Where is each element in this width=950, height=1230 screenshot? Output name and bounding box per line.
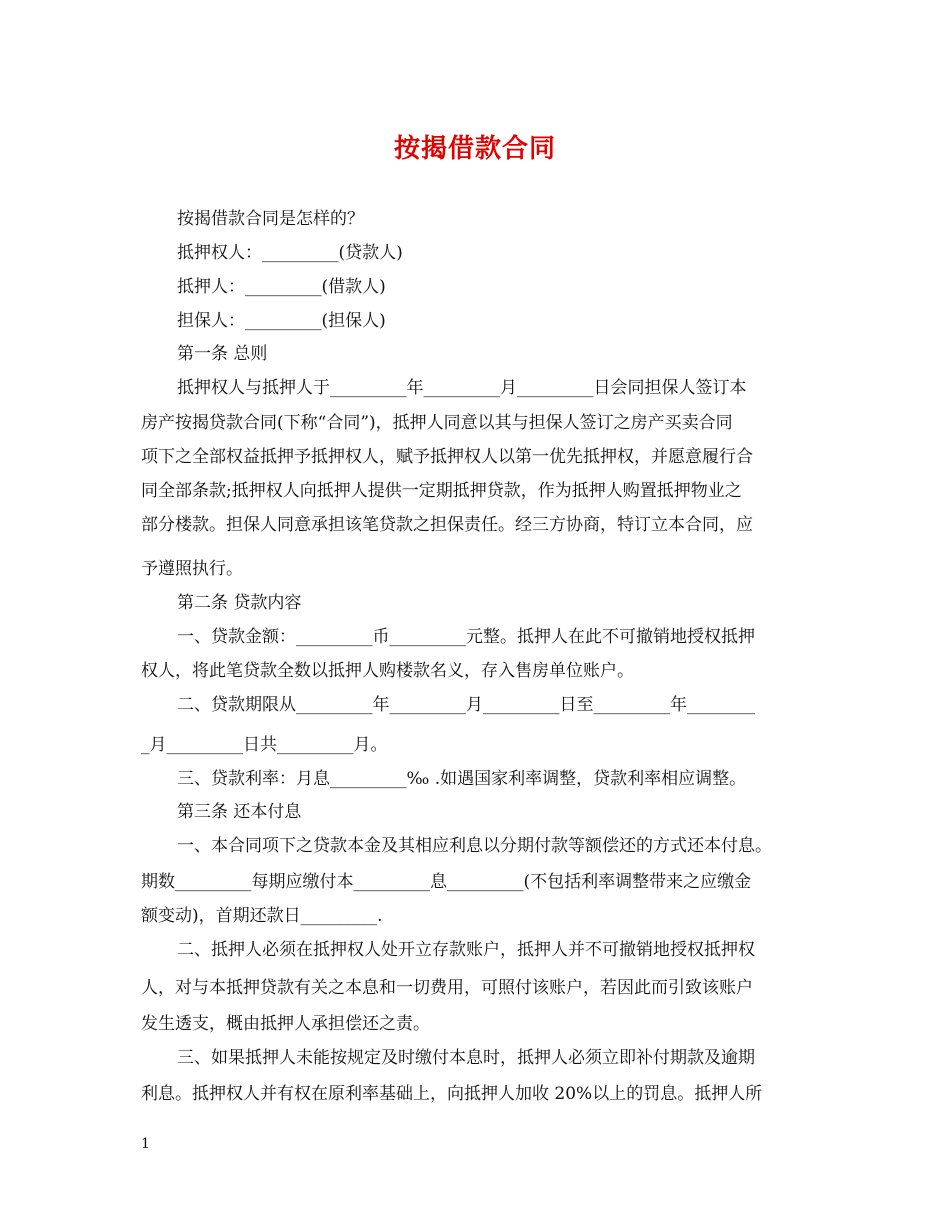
text-line: 房产按揭贷款合同(下称“合同”)，抵押人同意以其与担保人签订之房产买卖合同 [141,413,733,433]
section-heading: 第一条 总则 [177,344,268,364]
text-line: 按揭借款合同是怎样的？ [177,209,364,229]
text-line: 抵押权人：_________(贷款人) [177,243,403,263]
text-line: 抵押人：_________(借款人) [177,277,386,297]
text-line: 额变动)，首期还款日_________. [141,906,383,926]
text-line: 同全部条款;抵押权人向抵押人提供一定期抵押贷款，作为抵押人购置抵押物业之 [141,481,742,501]
text-line: 予遵照执行。 [141,559,243,579]
text-line: 三、贷款利率：月息_________‰ .如遇国家利率调整，贷款利率相应调整。 [177,769,747,789]
section-heading: 第三条 还本付息 [177,802,302,822]
text-line: 一、本合同项下之贷款本金及其相应利息以分期付款等额偿还的方式还本付息。 [177,836,772,856]
text-line: 一、贷款金额：_________币_________元整。抵押人在此不可撤销地授权抵押 [177,627,755,647]
text-line: 利息。抵押权人并有权在原利率基础上，向抵押人加收 20%以上的罚息。抵押人所 [141,1084,763,1104]
text-line: 期数_________每期应缴付本_________息_________(不包括利率调整带来之应缴金 [141,872,752,892]
page-number: 1 [141,1136,150,1152]
text-line: 权人，将此笔贷款全数以抵押人购楼款名义，存入售房单位账户。 [141,661,634,681]
text-line: 部分楼款。担保人同意承担该笔贷款之担保责任。经三方协商，特订立本合同，应 [141,515,753,535]
text-line: 发生透支，概由抵押人承担偿还之责。 [141,1014,430,1034]
text-line: 三、如果抵押人未能按规定及时缴付本息时，抵押人必须立即补付期款及逾期 [177,1048,755,1068]
text-line: 二、贷款期限从_________年_________月_________日至_________年________ [177,695,755,715]
document-title: 按揭借款合同 [393,134,556,164]
text-line: 抵押权人与抵押人于_________年_________月_________日会同担保人签订本 [177,378,747,398]
text-line: 项下之全部权益抵押予抵押权人，赋予抵押权人以第一优先抵押权，并愿意履行合 [141,447,753,467]
text-line: _月_________日共_________月。 [141,735,388,755]
text-line: 担保人：_________(担保人) [177,311,386,331]
section-heading: 第二条 贷款内容 [177,593,302,613]
text-line: 人，对与本抵押贷款有关之本息和一切费用，可照付该账户，若因此而引致该账户 [141,978,753,998]
text-line: 二、抵押人必须在抵押权人处开立存款账户，抵押人并不可撤销地授权抵押权 [177,940,755,960]
